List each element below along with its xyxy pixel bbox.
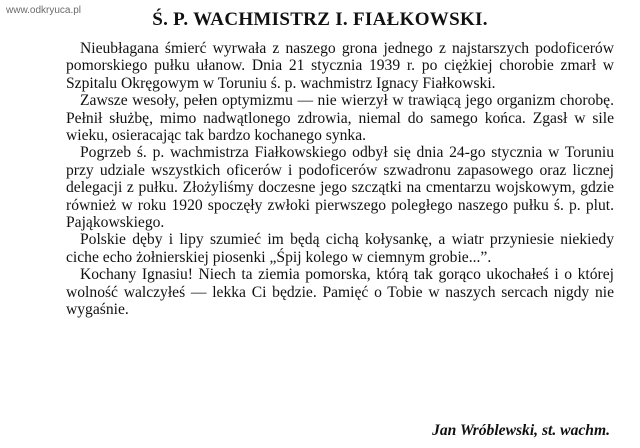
paragraph-2: Zawsze wesoły, pełen optymizmu — nie wierzył w trawiącą jego organizm chorobę. Pełnił służbę, mimo nadwątlonego zdrowia, niemal do samego końca. Zgasł w sile wieku, osieracając tak bardzo kochanego synka. xyxy=(66,92,614,145)
obituary-title: Ś. P. WACHMISTRZ I. FIAŁKOWSKI. xyxy=(152,9,488,30)
paragraph-1: Nieubłagana śmierć wyrwała z naszego grona jednego z najstarszych podoficerów pomorskiego pułku ułanow. Dnia 21 stycznia 1939 r. po ciężkiej chorobie zmarł w Szpitalu Okręgowym w Toruniu ś. p. wachmistrz Ignacy Fiałkowski. xyxy=(66,40,614,92)
paragraph-3: Pogrzeb ś. p. wachmistrza Fiałkowskiego odbył się dnia 24-go stycznia w Toruniu przy udziale wszystkich oficerów i podoficerów szwadronu zapasowego oraz licznej delegacji z pułku. Złożyliśmy doczesne jego szczątki na cmentarzu wojskowym, gdzie również w roku 1920 spoczęły zwłoki pierwszego poległego naszego pułku ś. p. plut. Pająkowskiego. xyxy=(66,144,614,232)
obituary-body xyxy=(66,40,614,319)
author-signature: Jan Wróblewski, st. wachm. xyxy=(432,422,610,439)
watermark-text: www.odkryuca.pl xyxy=(6,5,82,16)
paragraph-4: Polskie dęby i lipy szumieć im będą cichą kołysankę, a wiatr przyniesie niekiedy ciche echo żołnierskiej piosenki „Śpij kolego w ciemnym grobie...”. xyxy=(66,231,614,266)
paragraph-5: Kochany Ignasiu! Niech ta ziemia pomorska, którą tak gorąco ukochałeś i o której wolność walczyłeś — lekka Ci będzie. Pamięć o Tobie w naszych sercach nigdy nie wygaśnie. xyxy=(66,266,614,319)
